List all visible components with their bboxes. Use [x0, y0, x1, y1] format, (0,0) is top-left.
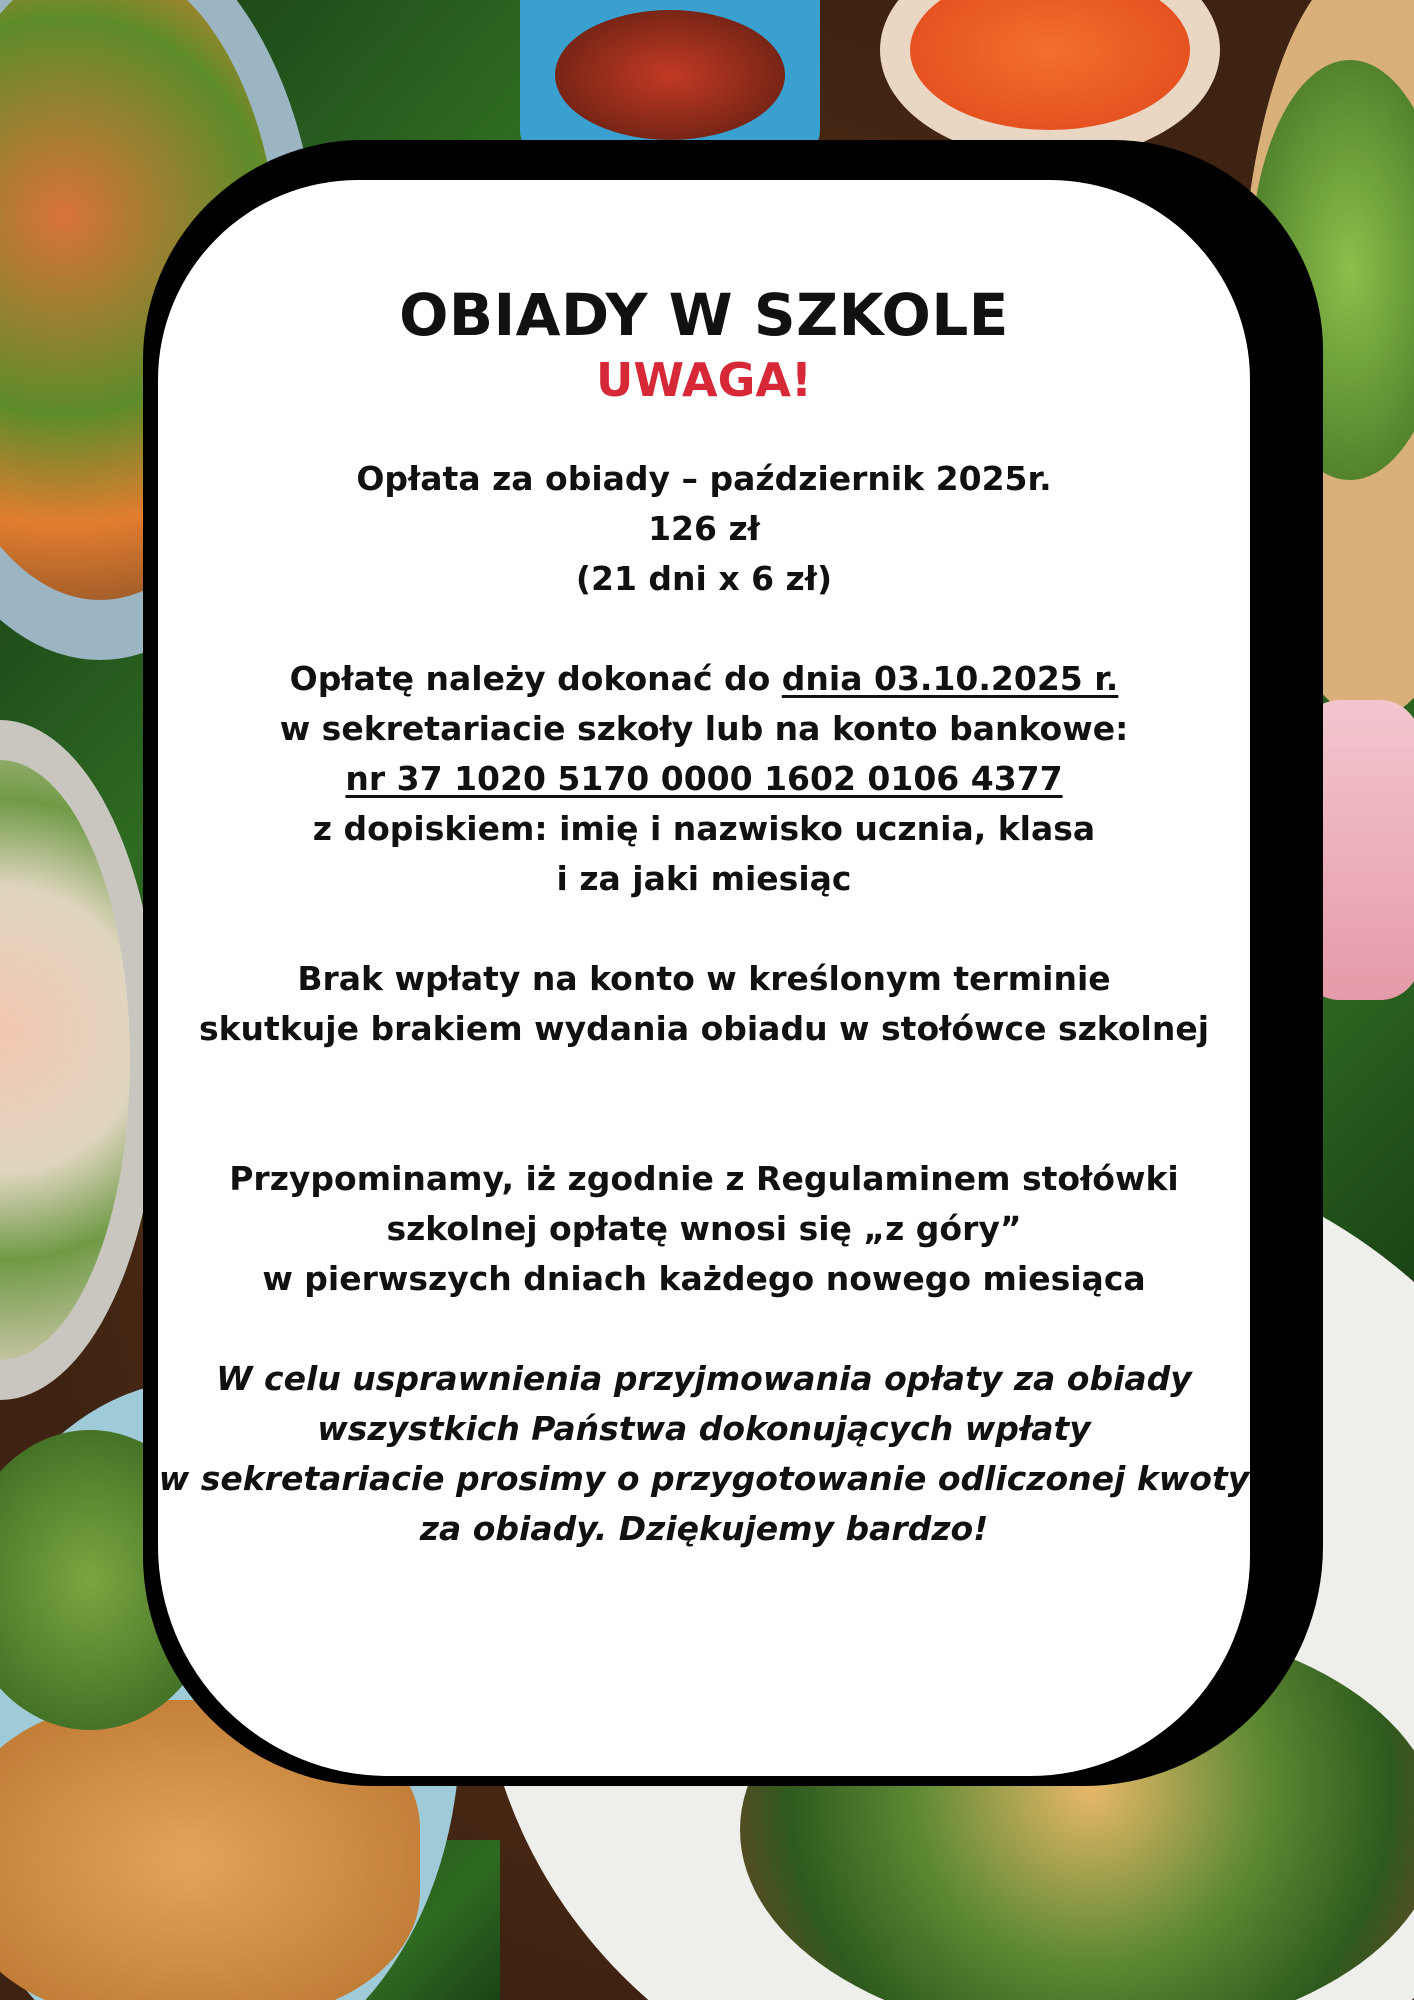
red-sauce [555, 10, 785, 140]
bank-account-number: nr 37 1020 5170 0000 1602 0106 4377 [345, 759, 1063, 798]
fee-amount: 126 zł [648, 509, 760, 548]
payment-deadline-date: dnia 03.10.2025 r. [781, 659, 1119, 698]
warning-line-1: Brak wpłaty na konto w kreślonym terminie [297, 959, 1111, 998]
reminder-line-2: szkolnej opłatę wnosi się „z góry” [386, 1209, 1022, 1248]
page-title: OBIADY W SZKOLE [399, 281, 1009, 349]
payment-note-line: z dopiskiem: imię i nazwisko ucznia, klasa [312, 809, 1096, 848]
payment-note-line-2: i za jaki miesiąc [556, 859, 852, 898]
reminder-line-1: Przypominamy, iż zgodnie z Regulaminem stołówki [229, 1159, 1179, 1198]
fee-line: Opłata za obiady – październik 2025r. [356, 459, 1052, 498]
request-line-2: wszystkich Państwa dokonujących wpłaty [317, 1409, 1091, 1448]
payment-deadline-prefix: Opłatę należy dokonać do [289, 659, 771, 698]
payment-method-line: w sekretariacie szkoły lub na konto bankowe: [279, 709, 1129, 748]
alert-heading: UWAGA! [596, 353, 812, 407]
fee-breakdown: (21 dni x 6 zł) [575, 559, 833, 598]
request-line-3: w sekretariacie prosimy o przygotowanie odliczonej kwoty [158, 1459, 1250, 1498]
warning-line-2: skutkuje brakiem wydania obiadu w stołówce szkolnej [198, 1009, 1210, 1048]
request-line-4: za obiady. Dziękujemy bardzo! [419, 1509, 989, 1548]
request-line-1: W celu usprawnienia przyjmowania opłaty za obiady [216, 1359, 1192, 1398]
payment-deadline-line [158, 654, 1250, 704]
notice-content [158, 280, 1250, 1554]
reminder-line-3: w pierwszych dniach każdego nowego miesiąca [262, 1259, 1146, 1298]
